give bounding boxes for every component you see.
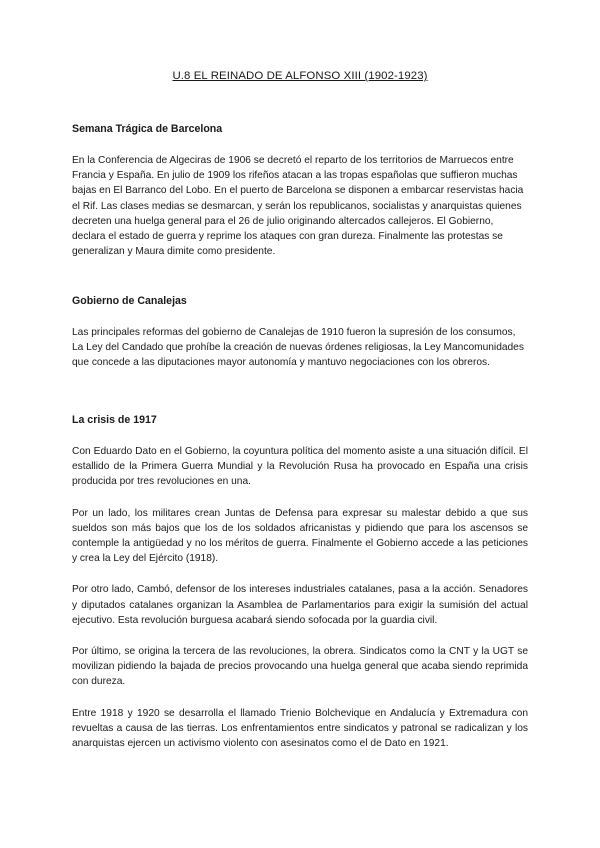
paragraph: En la Conferencia de Algeciras de 1906 se decretó el reparto de los territorios de Marruecos entre Francia y España. En julio de 1909 los rifeños atacan a las tropas españolas que suffieron muchas bajas en El Barranco del Lobo. En el puerto de Barcelona se disponen a embarcar reservistas hacia el Rif. Las clases medias se desmarcan, y serán los republicanos, socialistas y anarquistas quienes decreten una huelga general para el 26 de julio originando altercados callejeros. El Gobierno, declara el estado de guerra y reprime los ataques con gran dureza. Finalmente las protestas se generalizan y Maura dimite como presidente. [72,155,524,258]
section-gobierno-canalejas [72,294,528,387]
paragraph: Por otro lado, Cambó, defensor de los intereses industriales catalanes, pasa a la acción. Senadores y diputados catalanes organizan la Asamblea de Parlamentarios para exigir la sumisión del actual ejecutivo. Esta revolución burguesa acabará siendo sofocada por la guardia civil. [72,584,528,626]
paragraph: Con Eduardo Dato en el Gobierno, la coyuntura política del momento asiste a una situación difícil. El estallido de la Primera Guerra Mundial y la Revolución Rusa ha provocado en España una crisis producida por tres revoluciones en una. [72,446,528,488]
section-semana-tragica [72,122,528,275]
section-crisis-1917 [72,413,528,767]
section-heading: La crisis de 1917 [72,414,157,426]
document-title: U.8 EL REINADO DE ALFONSO XIII (1902-1923) [172,70,428,82]
paragraph: Por un lado, los militares crean Juntas de Defensa para expresar su malestar debido a que sus sueldos son más bajos que los de los soldados africanistas y pidiendo que para los ascensos se contemple la antigüedad y no los méritos de guerra. Finalmente el Gobierno accede a las peticiones y crea la Ley del Ejército (1918). [72,507,528,565]
paragraph: Las principales reformas del gobierno de Canalejas de 1910 fueron la supresión de los consumos, La Ley del Candado que prohíbe la creación de nuevas órdenes religiosas, la Ley Mancomunidades que concede a las diputaciones mayor autonomía y mantuvo negociaciones con los obreros. [72,327,524,369]
paragraph: Por último, se origina la tercera de las revoluciones, la obrera. Sindicatos como la CNT y la UGT se movilizan pidiendo la bajada de precios provocando una huelga general que acaba siendo reprimida con dureza. [72,646,528,688]
section-heading: Gobierno de Canalejas [72,295,187,307]
section-heading: Semana Trágica de Barcelona [72,123,223,135]
paragraph: Entre 1918 y 1920 se desarrolla el llamado Trienio Bolchevique en Andalucía y Extremadura con revueltas a causa de las tierras. Los enfrentamientos entre sindicatos y patronal se radicalizan y los anarquistas ejercen un activismo violento con asesinatos como el de Dato en 1921. [72,707,528,750]
